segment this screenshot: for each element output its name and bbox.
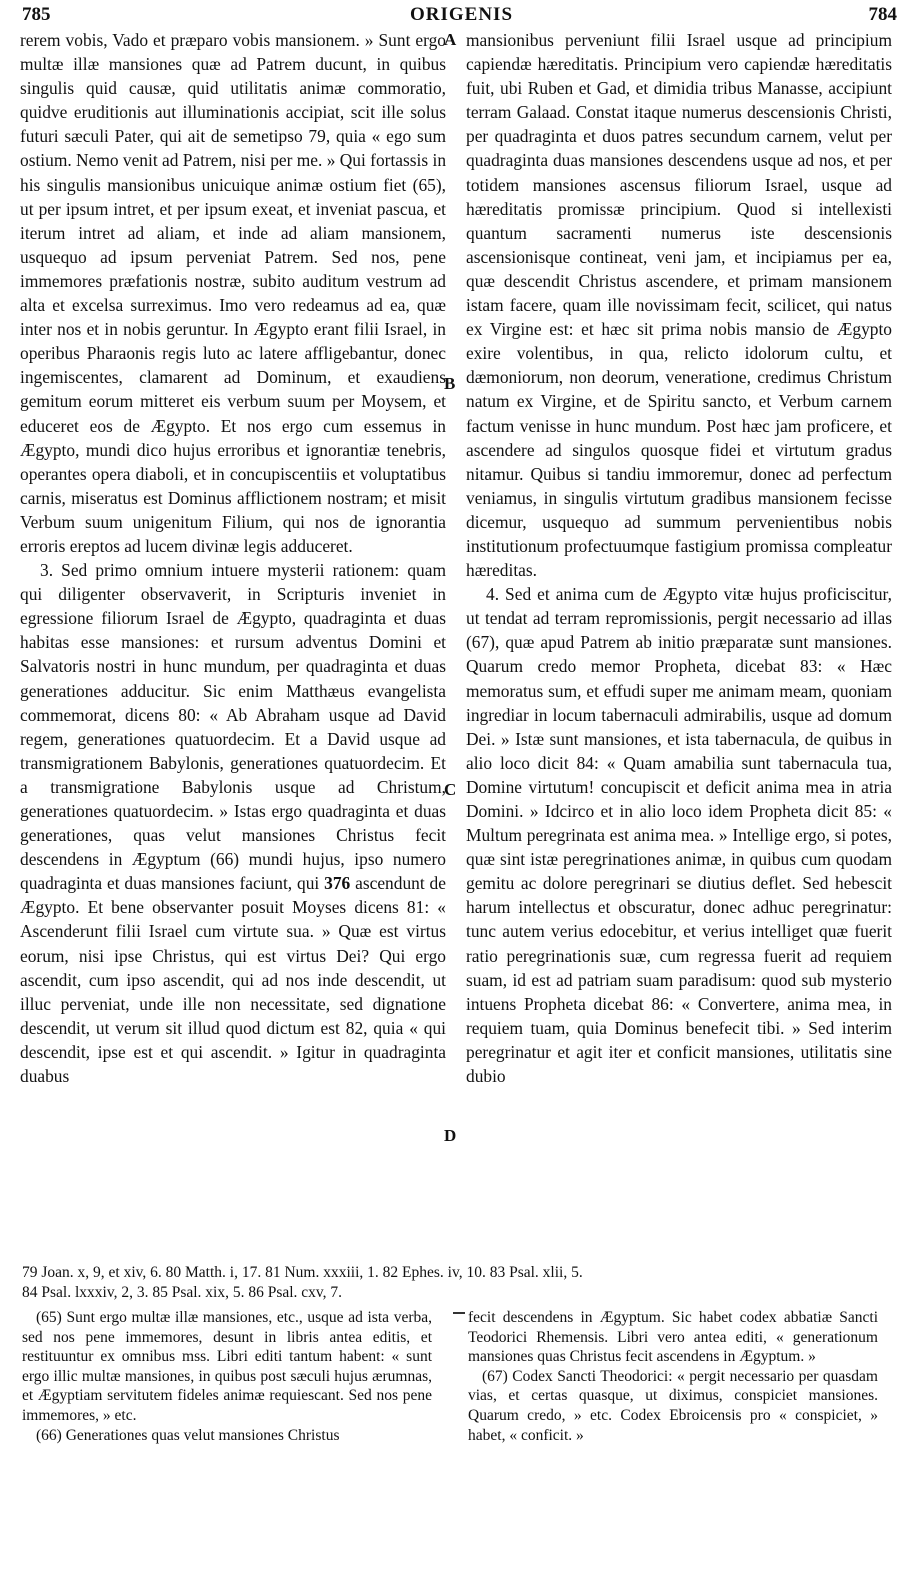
right-annotations [468,1308,878,1445]
margin-marker-c: C [444,780,457,799]
paragraph [20,558,446,1088]
annotation: (67) Codex Sancti Theodorici: « pergit necessario per quasdam vias, et certas quasque, ut diximus, conspiciet mansiones. Quarum credo, » etc. Codex Ebroicensis pro « conspiciet, » habet, « conficit. » [468,1367,878,1444]
right-text-column [466,28,892,1088]
column-number: 376 [324,873,351,894]
running-title: ORIGENIS [409,4,514,25]
margin-marker-a: A [444,30,457,49]
left-text-column [20,28,446,1088]
paragraph: mansionibus perveniunt filii Israel usque ad principium capiendæ hæreditatis. Principium vero capiendæ hæreditatis fuit, ubi Ruben et Gad, et dimidia tribus Manasse, accipiunt terram Galaad. Constat itaque numerus descensionis Christi, per quadraginta et duos patres secundum carnem, velut per quadraginta duas mansiones descendens usque ad nos, et per totidem mansiones ascensus filiorum Israel, usque ad hæreditatis promissæ principium. Quod si intellexisti quantum sacramenti numerus iste descensionis ascensionisque contineat, veni jam, et incipiamus per ea, quæ descendit Christus ascendere, et primam mansionem istam facere, quam ille novissimam fecit, scilicet, qui natus ex Virgine est: et hæc sit prima nobis mansio de Ægypto exire volentibus, in qua, relicto idolorum cultu, et dæmoniorum, non deorum, veneratione, credimus Christum natum ex Virgine, et de Spiritu sancto, et Verbum carnem factum venisse in hunc mundum. Post hæc jam proficere, et ascendere ad singulos quosque fidei et virtutum gradus nitamur. Quibus si tandiu immoremur, donec ad perfectum veniamus, in singulis virtutum gradibus mansionem fecisse dicemur, usquequo ad summum pervenientibus nobis institutionum profectuumque fastigium promissa compleatur hæreditas. [466,30,892,581]
paragraph-text: 3. Sed primo omnium intuere mysterii rationem: quam qui diligenter observaverit, in Scripturis inveniet in egressione filiorum Israel de Ægypto, quadraginta et duas habitas esse mansiones: et rursum adventus Domini et Salvatoris nostri in hunc mundum, per quadraginta et duas generationes adducitur. Sic enim Matthæus evangelista commemorat, dicens 80: « Ab Abraham usque ad David regem, generationes quatuordecim. Et a David usque ad transmigrationem Babylonis, generationes quatuordecim. Et a transmigratione Babylonis usque ad Christum, generationes quatuordecim. » Istas ergo quadraginta et duas generationes, quas velut mansiones Christus fecit descendens in Ægyptum (66) mundi hujus, ipso numero quadraginta et duas mansiones faciunt, qui [20,560,446,894]
paragraph-text: ascendunt de Ægypto. Et bene observanter posuit Moyses dicens 81: « Ascenderunt filii Israel cum virtute sua. » Quæ est virtus eorum, nisi ipse Christus, qui est virtus Dei? Qui ergo ascendit, cum ipso ascendit, qui ad nos inde descendit, ut illuc perveniat, unde ille non necessitate, sed dignatione descendit, ut verum sit illud quod dictum est 82, quia « qui descendit, ipse est et qui ascendit. » Igitur in quadraginta duabus [20,873,446,1087]
left-page-number: 785 [22,4,51,25]
annotation: (66) Generationes quas velut mansiones Christus [36,1426,340,1444]
margin-marker-b: B [444,374,456,393]
scripture-footnotes [22,1263,882,1303]
running-header [22,4,901,28]
left-annotations [22,1308,432,1445]
footnote-line: 84 Psal. lxxxiv, 2, 3. 85 Psal. xix, 5. 86 Psal. cxv, 7. [22,1284,343,1301]
paragraph: 4. Sed et anima cum de Ægypto vitæ hujus proficiscitur, ut tendat ad terram repromissionis, pergit necessario ad illas (67), quæ apud Patrem ab initio præparatæ sunt mansiones. Quarum credo memor Propheta, dicebat 83: « Hæc memoratus sum, et effudi super me animam meam, quoniam ingrediar in locum tabernaculi admirabilis, usque ad domum Dei. » Istæ sunt mansiones, et ista tabernacula, de quibus in alio loco dicit 84: « Quam amabilia sunt tabernacula tua, Domine virtutum! concupiscit et deficit anima mea in atria Domini. » Idcirco et in alio loco idem Propheta dicit 85: « Multum peregrinata est anima mea. » Intellige ergo, si potes, quæ sint istæ peregrinationes animæ, in quibus cum quodam gemitu ac dolore peregrinari se diutius deflet. Sed hebescit harum intellectus et obscuratur, donec adhuc peregrinatur: tunc autem verius edocebitur, et verius intelliget quæ fuerit ratio peregrinationis suæ, cum regressa fuerit ad requiem suam, id est ad patriam suam paradisum: quod sub mysterio intuens Propheta dicebat 86: « Convertere, anima mea, in requiem tuam, quia Dominus benefecit tibi. » Sed interim peregrinatur et agit iter et conficit mansiones, utilitatis sine dubio [466,584,892,1087]
margin-marker-d: D [444,1126,457,1145]
footnote-line: 79 Joan. x, 9, et xiv, 6. 80 Matth. i, 17. 81 Num. xxxiii, 1. 82 Ephes. iv, 10. 83 Psal. xlii, 5. [22,1264,583,1281]
paragraph: rerem vobis, Vado et præparo vobis mansionem. » Sunt ergo multæ illæ mansiones quæ ad Patrem ducunt, in quibus singulis quid causæ, quid utilitatis animæ commoratio, quidve eruditionis aut illuminationis accipiat, scit ille solus futuri sæculi Pater, qui ait de semetipso 79, quia « ego sum ostium. Nemo venit ad Patrem, nisi per me. » Qui fortassis in his singulis mansionibus unicuique animæ ostium fiet (65), ut per ipsum intret, et per ipsum exeat, et inveniat pascua, et iterum intret ad aliam, et inde ad aliam mansionem, usquequo ad ipsum perveniat Patrem. Sed nos, pene immemores præfationis nostræ, subito auditum vestrum ad alta et excelsa surreximus. Imo vero redeamus ad ea, quæ inter nos et in nobis geruntur. In Ægypto erant filii Israel, in operibus Pharaonis regis luto ac latere affligebantur, donec ingemiscentes, clamarent ad Dominum, et exaudiens gemitum eorum mitteret eis verbum suum per Moysem, et educeret eos de Ægypto. Et nos ergo cum essemus in Ægypto, mundi dico hujus erroribus et ignorantiæ tenebris, operantes opera diaboli, et in concupiscentiis et voluptatibus carnis, miseratus est Dominus afflictionem nostram; et misit Verbum suum unigenitum Filium, qui nos de ignorantia erroris ereptos ad lucem divinæ legis adduceret. [20,30,447,556]
right-page-number: 784 [868,4,897,25]
annotation: fecit descendens in Ægyptum. Sic habet codex abbatiæ Sancti Teodorici Rhemensis. Libri vero antea editi, « generationum mansiones quas Christus fecit ascendens in Ægyptum. » [468,1309,878,1366]
annotation: (65) Sunt ergo multæ illæ mansiones, etc., usque ad ista verba, sed nos pene immemores, desunt in libris antea editis, et restituuntur ex omnibus mss. Libri editi tantum habent: « sunt ergo illic multæ mansiones, in quibus post sæculi hujus ærumnas, et Ægyptiam servitutem fideles animæ requiescant. Sed nos pene immemores, » etc. [22,1309,432,1424]
divider [453,1312,465,1314]
